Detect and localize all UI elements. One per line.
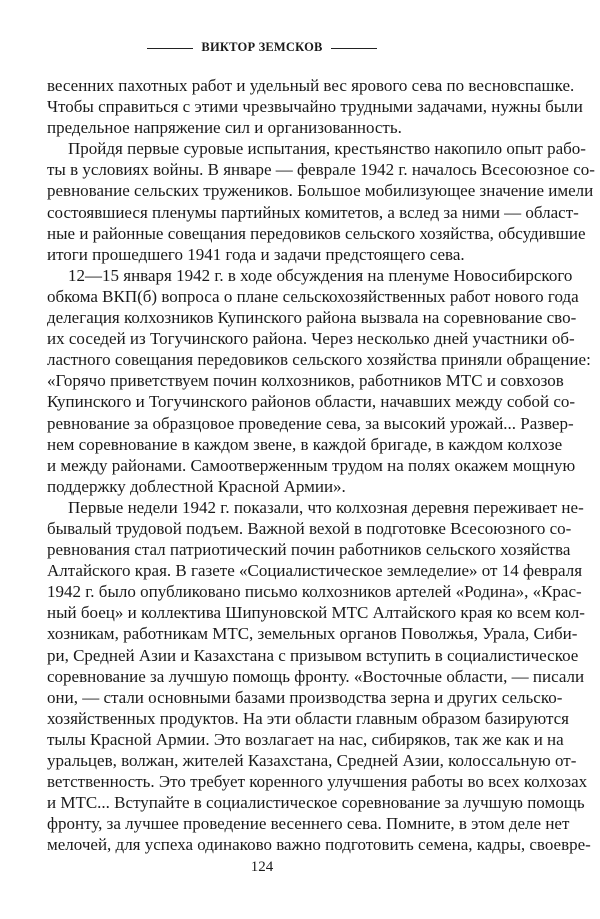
text-line: Купинского и Тогучинского районов области, начавших между собой со- <box>47 392 576 412</box>
text-line: тылы Красной Армии. Это возлагает на нас, сибиряков, так же как и на <box>47 729 564 749</box>
text-line: делегация колхозников Купинского района вызвала на соревнование сво- <box>47 308 577 328</box>
header-author: ВИКТОР ЗЕМСКОВ <box>201 40 323 54</box>
running-header <box>0 40 524 55</box>
text-line: мелочей, для успеха одинаково важно подготовить семена, кадры, своевре- <box>47 835 591 855</box>
text-line: ревнование сельских тружеников. Большое мобилизующее значение имели <box>47 181 594 201</box>
text-line: Первые недели 1942 г. показали, что колхозная деревня переживает не- <box>68 497 584 517</box>
text-line: Пройдя первые суровые испытания, крестьянство накопило опыт рабо- <box>68 139 586 159</box>
text-line: итоги прошедшего 1941 года и задачи предстоящего сева. <box>47 244 465 264</box>
text-line: ный боец» и коллектива Шипуновской МТС Алтайского края ко всем кол- <box>47 603 585 623</box>
text-line: и МТС... Вступайте в социалистическое соревнование за лучшую помощь <box>47 793 585 813</box>
paragraph <box>47 265 591 497</box>
paragraph <box>47 75 583 138</box>
text-line: они, — стали основными базами производства зерна и других сельско- <box>47 687 563 707</box>
text-line: ревнование за образцовое проведение сева, за высокий урожай... Развер- <box>47 413 574 433</box>
text-line: хозяйственных продуктов. На эти области главным образом базируются <box>47 708 569 728</box>
text-line: фронту, за лучшее проведение весеннего сева. Помните, в этом деле нет <box>47 814 570 834</box>
paragraph <box>47 138 595 265</box>
header-rule-right <box>331 48 377 49</box>
text-line: ные и районные совещания передовиков сельского хозяйства, обсудившие <box>47 223 586 243</box>
text-line: 12—15 января 1942 г. в ходе обсуждения на пленуме Новосибирского <box>68 265 573 285</box>
text-line: уральцев, волжан, жителей Казахстана, Средней Азии, колоссальную от- <box>47 751 577 770</box>
text-line: поддержку доблестной Красной Армии». <box>47 476 346 496</box>
text-line: ри, Средней Азии и Казахстана с призывом вступить в социалистическое <box>47 645 579 665</box>
text-line: хозникам, работникам МТС, земельных органов Поволжья, Урала, Сиби- <box>47 624 578 644</box>
text-line: 1942 г. было опубликовано письмо колхозников артелей «Родина», «Крас- <box>47 582 582 602</box>
text-line: ветственность. Это требует коренного улучшения работы во всех колхозах <box>47 772 588 792</box>
text-line: предельное напряжение сил и организованность. <box>47 118 402 138</box>
text-line: «Горячо приветствуем почин колхозников, работников МТС и совхозов <box>47 371 564 391</box>
text-line: весенних пахотных работ и удельный вес ярового сева по весновспашке. <box>47 76 575 95</box>
text-line: бывалый трудовой подъем. Важной вехой в подготовке Всесоюзного со- <box>47 518 572 538</box>
text-line: обкома ВКП(б) вопроса о плане сельскохозяйственных работ нового года <box>47 286 579 306</box>
text-line: ты в условиях войны. В январе — феврале 1942 г. началось Всесоюзное со- <box>47 160 595 180</box>
text-line: их соседей из Тогучинского района. Через несколько дней участники об- <box>47 329 575 349</box>
text-line: состоявшиеся пленумы партийных комитетов, а вслед за ними — област- <box>47 202 579 222</box>
text-line: ревнования стал патриотический почин работников сельского хозяйства <box>47 540 571 560</box>
header-rule-left <box>147 48 193 49</box>
text-line: соревнование за лучшую помощь фронту. «Восточные области, — писали <box>47 666 585 686</box>
text-line: ластного совещания передовиков сельского хозяйства приняли обращение: <box>47 350 591 370</box>
text-line: нем соревнование в каждом звене, в каждой бригаде, в каждом колхозе <box>47 434 563 454</box>
text-line: и между районами. Самоотверженным трудом на полях окажем мощную <box>47 455 576 475</box>
page-number: 124 <box>250 859 274 875</box>
text-line: Чтобы справиться с этими чрезвычайно трудными задачами, нужны были <box>47 97 583 117</box>
body-text <box>47 75 595 855</box>
text-line: Алтайского края. В газете «Социалистическое земледелие» от 14 февраля <box>47 561 583 581</box>
paragraph <box>47 497 591 856</box>
